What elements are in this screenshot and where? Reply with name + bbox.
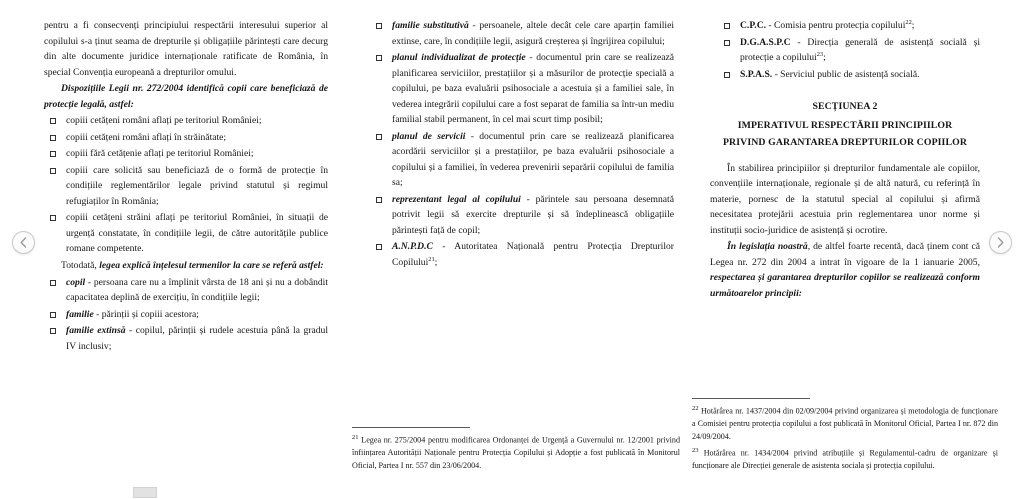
definition-text: - persoanele, altele decât cele care aparțin familiei extinse, care, în condițiile legii, asigură creșterea și îngrijirea copilului; (392, 20, 674, 47)
list-item (44, 307, 328, 323)
chevron-right-icon (996, 237, 1005, 248)
section-number: SECȚIUNEA 2 (812, 101, 878, 113)
next-page-button[interactable] (989, 231, 1012, 254)
footnote-text: Hotărârea nr. 1434/2004 privind atribuțiile și Regulamentul-cadru de organizare și funcționare ale Direcției generale de asistenta sociala și protecția copilului. (692, 448, 998, 471)
list-item (370, 239, 674, 270)
definition-term: familie extinsă (66, 325, 126, 337)
list-item (44, 323, 328, 354)
list-item-text: copiii cetățeni români aflați pe teritoriul României; (66, 115, 262, 127)
section-heading (710, 98, 980, 151)
list-item (44, 113, 328, 129)
definition-text: - Direcția generală de asistență socială și protecție a copilului (740, 36, 980, 64)
definition-term: A.N.P.D.C (392, 241, 433, 253)
footnotes-middle (352, 427, 692, 475)
definition-tail: ; (911, 20, 915, 31)
footnote-item (352, 433, 680, 473)
definition-text: - Serviciul public de asistență socială. (772, 68, 920, 80)
list-item (370, 18, 674, 49)
list-item (44, 130, 328, 146)
definition-term: familie substitutivă (392, 20, 469, 31)
definition-term: reprezentant legal al copilului (392, 193, 521, 205)
definition-term: familie (66, 308, 94, 320)
paragraph-italic-tail: respectarea și garantarea drepturilor copiilor se realizează conform următoarelor principii: (710, 272, 980, 299)
intro-paragraph: pentru a fi consecvenți principiului respectării interesului superior al copilului s-a ținut seama de drepturile și obligațiile părintești care decurg din alte documente juridice internaționale ratificate de România, în special Convenția europeană a drepturilor omului. (44, 20, 328, 78)
horizontal-scrollbar[interactable] (0, 488, 1024, 499)
section-paragraph-1: În stabilirea principiilor și drepturilor fundamentale ale copiilor, convențiile internaționale, regionale și de altă natură, cu referință în materie, pornesc de la statutul special al copilului și afirmă necesitatea protejării acestuia prin reglementarea unor norme și instituții socio-juridice de asistență și ocrotire. (710, 162, 980, 236)
list-item-text: copiii cetățeni români aflați în străinătate; (66, 131, 227, 143)
definitions-intro-paragraph (44, 258, 328, 274)
definition-term: S.P.A.S. (740, 68, 773, 80)
definition-text: - copilul, părinții și rudele acestuia până la gradul IV inclusiv; (66, 325, 329, 352)
list-item (710, 35, 980, 66)
footnote-item (692, 404, 998, 444)
definitions-list-middle (370, 18, 674, 271)
footnote-item (692, 446, 998, 473)
footnote-ref[interactable]: 23 (816, 50, 824, 58)
lead-italic-paragraph: Dispozițiile Legii nr. 272/2004 identifică copii care beneficiază de protecție legală, astfel: (44, 83, 328, 110)
list-item (370, 129, 674, 191)
footnote-ref[interactable]: 21 (428, 255, 435, 263)
definition-text: - părinții și copiii acestora; (93, 308, 199, 320)
definition-term: copil (66, 276, 86, 288)
definition-term: C.P.C. (740, 20, 767, 31)
scrollbar-thumb[interactable] (133, 487, 157, 498)
list-item (370, 50, 674, 128)
footnotes-right (692, 398, 1024, 475)
definitions-list-left (44, 275, 328, 355)
section-paragraph-2 (710, 239, 980, 301)
definition-term: planul individualizat de protecție (392, 52, 526, 64)
definitions-intro-italic: legea explică înțelesul termenilor la care se referă astfel: (99, 259, 324, 271)
list-item-text: copiii cetățeni străini aflați pe teritoriul României, în situații de urgență constatate, în condițiile legii, de către autoritățile publice romane competente. (66, 212, 328, 255)
column-right (692, 18, 1024, 475)
definition-text: - Comisia pentru protecția copilului (766, 20, 906, 31)
definition-text: - persoana care nu a împlinit vârsta de 18 ani și nu a dobândit capacitatea deplină de exercițiu, în condițiile legii; (66, 276, 328, 304)
footnote-text: Legea nr. 275/2004 pentru modificarea Ordonanței de Urgență a Guvernului nr. 12/2001 privind înființarea Autorității Naționale pentru Protecția Copilului și Adopție a fost publicată în Monitorul Oficial, Partea I nr. 557 din 23/06/2004. (352, 435, 680, 471)
definition-text: - Autoritatea Națională pentru Protecția Drepturilor Copilului (392, 241, 674, 268)
definition-text: - documentul prin care se realizează planificarea serviciilor, prestațiilor și a măsurilor de protecție specială a copilului, pe baza evaluării psihosociale a acestuia și a familiei sale, în vederea integrării copilului care a fost separat de familia sa într-un mediu familial stabil permanent, în cel mai scurt timp posibil; (392, 52, 674, 126)
list-item (44, 146, 328, 162)
column-left (0, 18, 352, 475)
footnote-text: Hotărârea nr. 1437/2004 din 02/09/2004 privind organizarea și metodologia de funcționare a Comisiei pentru protecția copilului a fost publicată în Monitorul Oficial, Partea I nr. 872 din 24/09/2004. (692, 406, 998, 441)
footnote-ref[interactable]: 22 (905, 18, 912, 26)
list-item (44, 275, 328, 306)
definition-text: - părintele sau persoana desemnată potrivit legii să exercite drepturile și să îndeplinească obligațiile părintești față de copil; (392, 193, 674, 236)
column-middle (352, 18, 692, 475)
definition-text: - documentul prin care se realizează planificarea acordării serviciilor și a prestațiilor, pe baza evaluării psihosociale a copilului și a familiei, în vederea prevenirii separării copilului de familia sa; (392, 130, 674, 189)
bottom-bar (0, 474, 1024, 499)
footnote-separator (692, 398, 810, 399)
list-item (710, 18, 980, 34)
definitions-intro-plain: Totodată, (61, 259, 100, 271)
definition-term: D.G.A.S.P.C (740, 36, 791, 48)
list-item (370, 192, 674, 239)
paragraph-italic-lead: În legislația noastră (727, 241, 808, 253)
protected-children-list (44, 113, 328, 257)
footnote-number: 22 (692, 404, 699, 412)
list-item (44, 163, 328, 210)
section-title-line-1: IMPERATIVUL RESPECTĂRII PRINCIPIILOR (737, 120, 953, 132)
definitions-list-right (710, 18, 980, 82)
list-item-text: copiii fără cetățenie aflați pe teritoriul României; (66, 148, 254, 160)
definition-tail: ; (434, 256, 438, 268)
chevron-left-icon (19, 237, 28, 248)
footnote-number: 21 (352, 433, 359, 441)
definition-term: planul de servicii (392, 130, 466, 142)
section-title-line-2: PRIVIND GARANTAREA DREPTURILOR COPIILOR (722, 137, 968, 149)
list-item (44, 210, 328, 257)
footnote-number: 23 (692, 446, 699, 454)
previous-page-button[interactable] (12, 231, 35, 254)
definition-tail: ; (823, 52, 826, 64)
paragraph-plain: , de altfel foarte recentă, dacă ținem cont că Legea nr. 272 din 2004 a intrat în vigoare de la 1 ianuarie 2005, (710, 241, 980, 268)
footnote-separator (352, 427, 470, 428)
list-item (710, 67, 980, 83)
list-item-text: copiii care solicită sau beneficiază de o formă de protecție în condițiile reglementărilor legale privind statutul și regimul refugiaților în România; (66, 164, 328, 207)
